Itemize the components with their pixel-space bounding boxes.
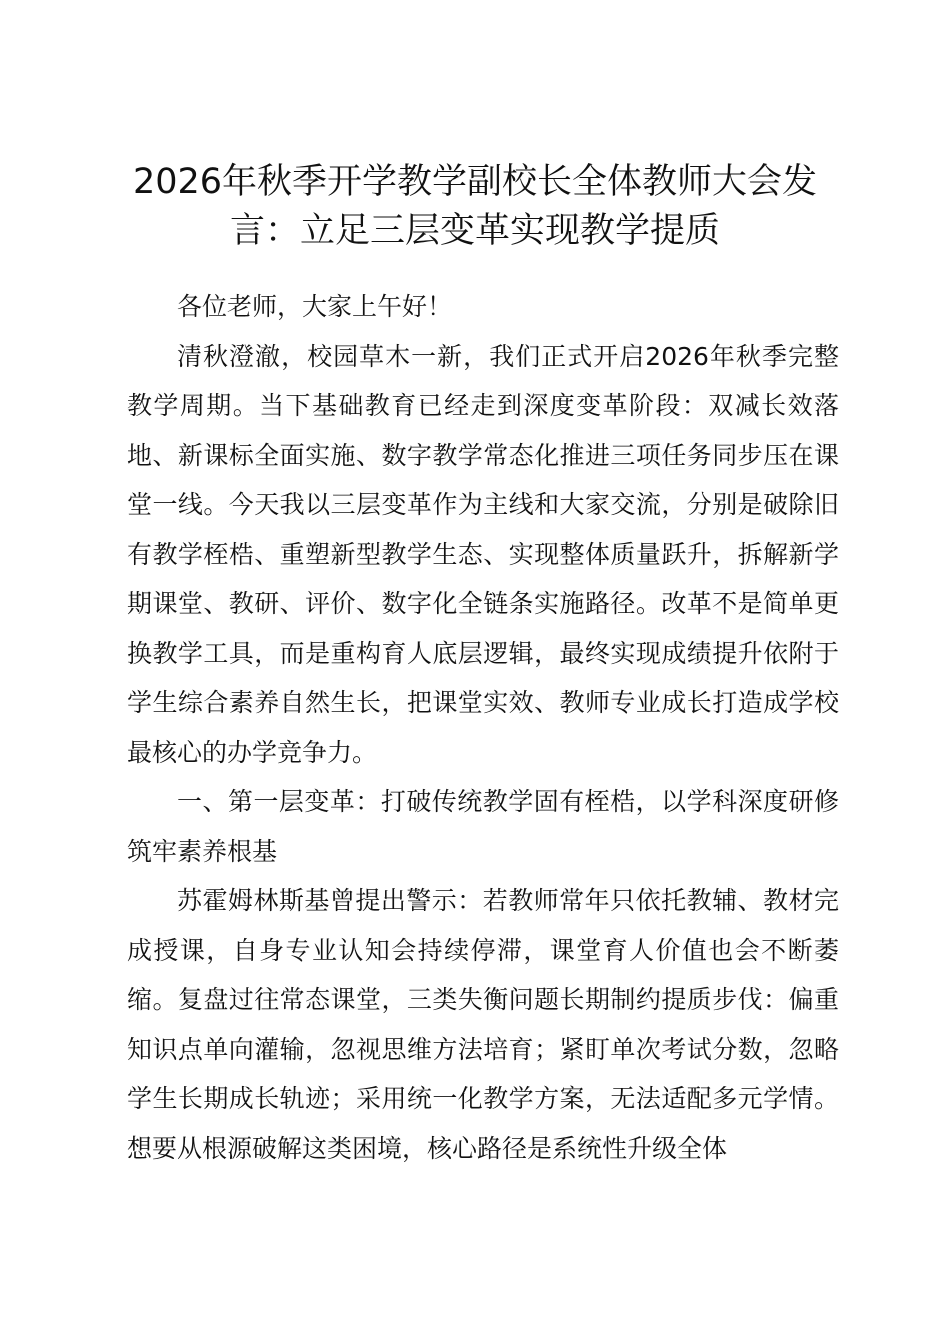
paragraph-intro: 清秋澄澈，校园草木一新，我们正式开启2026年秋季完整教学周期。当下基础教育已经走到深度变革阶段：双减长效落地、新课标全面实施、数字教学常态化推进三项任务同步压在课堂一线。今天我以三层变革作为主线和大家交流，分别是破除旧有教学桎梏、重塑新型教学生态、实现整体质量跃升，拆解新学期课堂、教研、评价、数字化全链条实施路径。改革不是简单更换教学工具，而是重构育人底层逻辑，最终实现成绩提升依附于学生综合素养自然生长，把课堂实效、教师专业成长打造成学校最核心的办学竞争力。: [127, 341, 839, 767]
section-heading-first-layer: 一、第一层变革：打破传统教学固有桎梏，以学科深度研修筑牢素养根基: [127, 787, 839, 866]
paragraph-greeting: 各位老师，大家上午好！: [177, 292, 453, 321]
paragraph-first-layer-body: 苏霍姆林斯基曾提出警示：若教师常年只依托教辅、教材完成授课，自身专业认知会持续停滞，课堂育人价值也会不断萎缩。复盘过往常态课堂，三类失衡问题长期制约提质步伐：偏重知识点单向灌输，忽视思维方法培育；紧盯单次考试分数，忽略学生长期成长轨迹；采用统一化教学方案，无法适配多元学情。想要从根源破解这类困境，核心路径是系统性升级全体: [127, 886, 839, 1163]
document-body: [127, 282, 839, 1173]
document-title: 2026年秋季开学教学副校长全体教师大会发言：立足三层变革实现教学提质: [132, 162, 818, 251]
